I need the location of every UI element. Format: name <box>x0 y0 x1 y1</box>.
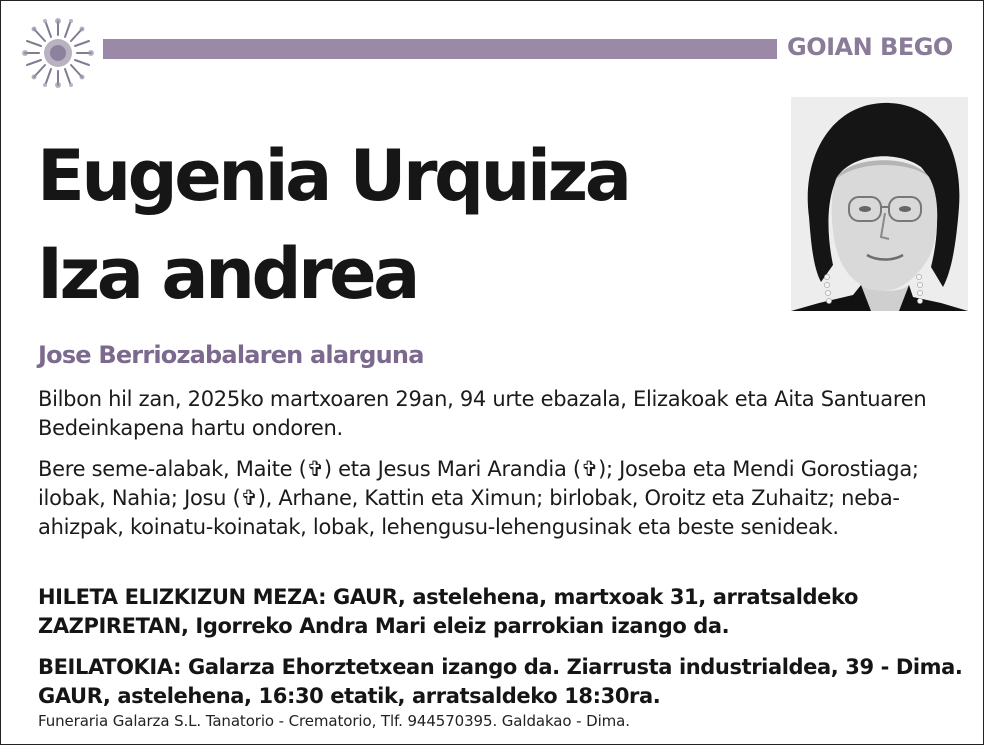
portrait-photo <box>791 97 968 311</box>
wake-paragraph: BEILATOKIA: Galarza Ehorztetxean izango da. Ziarrusta industrialdea, 39 - Dima. GAUR, astelehena, 16:30 etatik, arratsaldeko 18:30ra. <box>38 655 963 708</box>
funeral-mass-paragraph: HILETA ELIZKIZUN MEZA: GAUR, astelehena, martxoak 31, arratsaldeko ZAZPIRETAN, Igorreko Andra Mari eleiz parrokian izango da. <box>38 585 858 638</box>
header-bar <box>103 39 777 59</box>
deceased-name-line-2: Iza andrea <box>37 233 417 315</box>
death-paragraph: Bilbon hil zan, 2025ko martxoaren 29an, 94 urte ebazala, Elizakoak eta Aita Santuaren Bedeinkapena hartu ondoren. <box>38 387 927 440</box>
family-paragraph: Bere seme-alabak, Maite (✞) eta Jesus Mari Arandia (✞); Joseba eta Mendi Gorostiaga; ilobak, Nahia; Josu (✞), Arhane, Kattin eta Ximun; birlobak, Oroitz eta Zuhaitz; neba-ahizpak, koinatu-koinatak, lobak, lehengusu-lehengusinak eta beste senideak. <box>38 457 919 539</box>
floral-emblem-icon <box>17 15 99 91</box>
deceased-name-line-1: Eugenia Urquiza <box>37 135 629 217</box>
header-label: GOIAN BEGO <box>787 33 953 61</box>
funeral-home-footer: Funeraria Galarza S.L. Tanatorio - Crematorio, Tlf. 944570395. Galdakao - Dima. <box>38 712 630 730</box>
widow-of-subtitle: Jose Berriozabalaren alarguna <box>38 341 424 369</box>
